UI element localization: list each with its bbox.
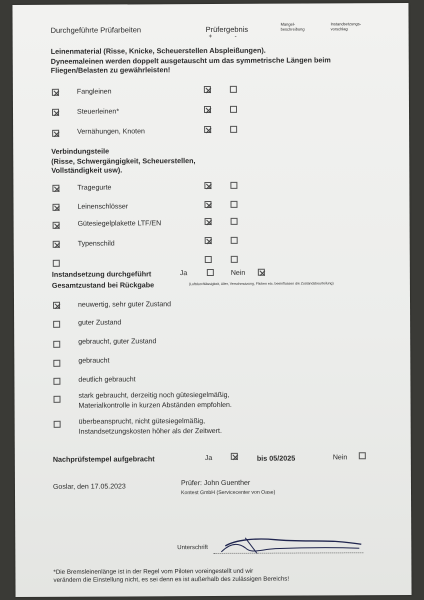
stamp-no-label: Nein <box>332 454 348 462</box>
tragegurte-minus-checkbox[interactable] <box>230 182 237 189</box>
extra-item-plus-checkbox[interactable] <box>205 256 212 263</box>
steuerleinen-plus-checkbox[interactable] <box>204 106 211 113</box>
leinenschloesser-plus-checkbox[interactable] <box>204 201 211 208</box>
typenschild-plus-checkbox[interactable] <box>205 237 212 244</box>
guetesiegel-label: Gütesiegelplakette LTF/EN <box>77 220 162 228</box>
overall-condition-label: Gesamtzustand bei Rückgabe <box>51 280 155 290</box>
steuerleinen-label: Steuerleinen* <box>76 108 120 116</box>
typenschild-label: Typenschild <box>77 240 115 248</box>
vernaehungen-plus-checkbox[interactable] <box>204 126 211 133</box>
condition-ueberbeansprucht-checkbox[interactable] <box>54 421 61 428</box>
tragegurte-checkbox[interactable] <box>52 185 59 192</box>
condition-gebraucht-label: gebraucht <box>78 357 110 365</box>
condition-deutlich-label: deutlich gebraucht <box>78 376 136 384</box>
lines-section-title: Leinenmaterial (Risse, Knicke, Scheuerstellen Abspleißungen). Dyneemaleinen werden doppelt ausgetauscht um das symmetrische Längen beim Fliegen/Belasten zu gewährleisten! <box>50 45 331 75</box>
typenschild-checkbox[interactable] <box>53 241 60 248</box>
minus-header: - <box>234 33 237 40</box>
stamp-no-checkbox[interactable] <box>359 452 366 459</box>
leinenschloesser-checkbox[interactable] <box>52 204 59 211</box>
repair-yes-label: Ja <box>179 270 188 278</box>
fangleinen-plus-checkbox[interactable] <box>204 86 211 93</box>
condition-stark-checkbox[interactable] <box>53 396 60 403</box>
stamp-label: Nachprüfstempel aufgebracht <box>52 454 155 464</box>
repair-yes-checkbox[interactable] <box>207 269 214 276</box>
condition-deutlich-checkbox[interactable] <box>53 378 60 385</box>
condition-neuwertig-checkbox[interactable] <box>53 302 60 309</box>
typenschild-minus-checkbox[interactable] <box>231 237 238 244</box>
condition-gebraucht-checkbox[interactable] <box>53 360 60 367</box>
fangleinen-checkbox[interactable] <box>52 89 59 96</box>
condition-gebraucht-gut-checkbox[interactable] <box>53 341 60 348</box>
tragegurte-plus-checkbox[interactable] <box>204 182 211 189</box>
steuerleinen-checkbox[interactable] <box>52 109 59 116</box>
vernaehungen-label: Vernähungen, Knoten <box>77 128 145 136</box>
condition-ueberbeansprucht-label: überbeansprucht, nicht gütesiegelmäßig, Instandsetzungskosten höher als der Zeitwert. <box>78 418 222 436</box>
leinenschloesser-label: Leinenschlösser <box>77 203 129 211</box>
footnote: *Die Bremsleinenlänge ist in der Regel vom Piloten voreingestellt und wir verändern die Einstellung nicht, es sei denn es ist außerhalb des zulässigen Bereichs! <box>53 567 290 584</box>
leinenschloesser-minus-checkbox[interactable] <box>230 201 237 208</box>
inspector-company: Kontest GmbH (Servicecenter von Oase) <box>180 489 276 497</box>
extra-item-checkbox[interactable] <box>53 260 60 267</box>
tragegurte-label: Tragegurte <box>77 184 112 192</box>
signature-scribble <box>215 531 365 558</box>
repair-column-header: Instandsetzungs- vorschlag <box>330 21 362 31</box>
repair-no-checkbox[interactable] <box>258 269 265 276</box>
guetesiegel-checkbox[interactable] <box>53 222 60 229</box>
repair-no-label: Nein <box>230 269 246 277</box>
form-title: Durchgeführte Prüfarbeiten <box>50 25 142 35</box>
stamp-yes-checkbox[interactable] <box>231 453 238 460</box>
inspector-name: Prüfer: John Guenther <box>180 479 251 488</box>
repair-label: Instandsetzung durchgeführt <box>51 269 152 279</box>
condition-gut-checkbox[interactable] <box>53 321 60 328</box>
condition-neuwertig-label: neuwertig, sehr guter Zustand <box>78 301 172 309</box>
fangleinen-minus-checkbox[interactable] <box>230 86 237 93</box>
defect-column-header: Mangel- beschreibung <box>280 21 305 32</box>
condition-gebraucht-gut-label: gebraucht, guter Zustand <box>78 338 157 346</box>
inspection-form-sheet <box>12 3 411 597</box>
plus-header: + <box>208 33 213 41</box>
vernaehungen-checkbox[interactable] <box>52 130 59 137</box>
fangleinen-label: Fangleinen <box>76 88 112 96</box>
vernaehungen-minus-checkbox[interactable] <box>230 126 237 133</box>
stamp-until-label: bis 05/2025 <box>256 453 296 463</box>
guetesiegel-plus-checkbox[interactable] <box>205 218 212 225</box>
steuerleinen-minus-checkbox[interactable] <box>230 106 237 113</box>
stamp-yes-label: Ja <box>204 455 213 463</box>
guetesiegel-minus-checkbox[interactable] <box>231 218 238 225</box>
overall-condition-note: (Luftdurchlässigkeit, Alter, Verschmutzung, Flicken etc. beeinflussen die Zustandsbeurteilung) <box>188 281 334 287</box>
extra-item-minus-checkbox[interactable] <box>231 256 238 263</box>
connectors-section-title: Verbindungsteile (Risse, Schwergängigkeit, Scheuerstellen, Vollständigkeit usw). <box>51 146 196 175</box>
condition-stark-label: stark gebraucht, derzeitig noch gütesiegelmäßig, Materialkontrolle in kurzen Abständen empfohlen. <box>78 391 232 410</box>
condition-gut-label: guter Zustand <box>78 319 122 327</box>
place-date: Goslar, den 17.05.2023 <box>52 483 126 491</box>
signature-label: Unterschrift <box>177 545 209 552</box>
result-header: Prüfergebnis <box>205 24 249 35</box>
